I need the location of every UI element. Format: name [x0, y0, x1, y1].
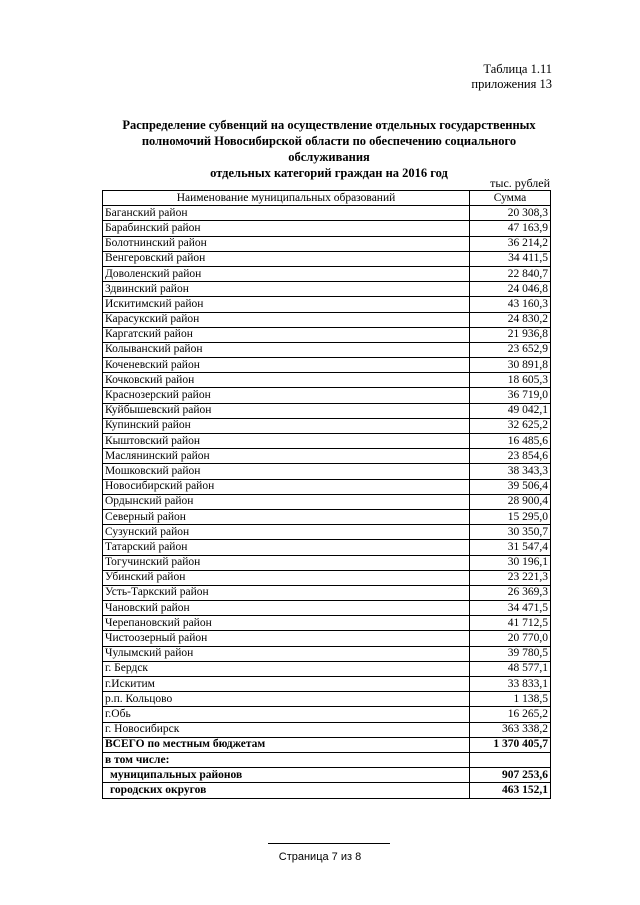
municipality-name: Здвинский район: [103, 282, 470, 297]
municipality-name: Тогучинский район: [103, 555, 470, 570]
municipality-name: Татарский район: [103, 540, 470, 555]
municipality-name: р.п. Кольцово: [103, 692, 470, 707]
municipality-name: Карасукский район: [103, 312, 470, 327]
column-header-name: Наименование муниципальных образований: [103, 191, 470, 206]
including-row: [103, 752, 551, 767]
table-row: [103, 631, 551, 646]
table-row: [103, 646, 551, 661]
municipality-name: Куйбышевский район: [103, 403, 470, 418]
municipality-name: муниципальных районов: [103, 768, 470, 783]
municipality-name: г. Новосибирск: [103, 722, 470, 737]
table-row: [103, 449, 551, 464]
municipality-name: Коченевский район: [103, 358, 470, 373]
municipality-name: Черепановский район: [103, 616, 470, 631]
subvention-table: [102, 190, 551, 799]
municipality-name: Купинский район: [103, 418, 470, 433]
table-row: [103, 707, 551, 722]
amount-cell: 47 163,9: [470, 221, 551, 236]
amount-cell: 30 891,8: [470, 358, 551, 373]
table-row: [103, 221, 551, 236]
amount-cell: 39 780,5: [470, 646, 551, 661]
amount-cell: 20 308,3: [470, 206, 551, 221]
municipality-name: Убинский район: [103, 570, 470, 585]
municipality-name: ВСЕГО по местным бюджетам: [103, 737, 470, 752]
amount-cell: 34 411,5: [470, 251, 551, 266]
table-row: [103, 206, 551, 221]
amount-cell: 16 265,2: [470, 707, 551, 722]
amount-cell: 907 253,6: [470, 768, 551, 783]
amount-cell: 33 833,1: [470, 677, 551, 692]
municipality-name: Маслянинский район: [103, 449, 470, 464]
municipality-name: г.Обь: [103, 707, 470, 722]
amount-cell: 43 160,3: [470, 297, 551, 312]
municipality-name: Кыштовский район: [103, 434, 470, 449]
page-number: Страница 7 из 8: [278, 851, 362, 863]
table-row: [103, 494, 551, 509]
amount-cell: 22 840,7: [470, 266, 551, 281]
amount-cell: 1 370 405,7: [470, 737, 551, 752]
amount-cell: 41 712,5: [470, 616, 551, 631]
amount-cell: [470, 752, 551, 767]
table-row: [103, 327, 551, 342]
amount-cell: 30 350,7: [470, 525, 551, 540]
footer-divider: [268, 843, 390, 844]
amount-cell: 20 770,0: [470, 631, 551, 646]
title-line-1: Распределение субвенций на осуществление отдельных государственных: [122, 118, 536, 132]
table-row: [103, 555, 551, 570]
amount-cell: 24 046,8: [470, 282, 551, 297]
table-row: [103, 540, 551, 555]
units-label: тыс. рублей: [490, 176, 550, 190]
table-header-row: [103, 191, 551, 206]
amount-cell: 363 338,2: [470, 722, 551, 737]
table-row: [103, 570, 551, 585]
amount-cell: 1 138,5: [470, 692, 551, 707]
municipality-name: Колыванский район: [103, 342, 470, 357]
table-row: [103, 525, 551, 540]
amount-cell: 49 042,1: [470, 403, 551, 418]
table-number: Таблица 1.11: [483, 62, 552, 76]
table-row: [103, 388, 551, 403]
municipality-name: Доволенский район: [103, 266, 470, 281]
municipality-name: Искитимский район: [103, 297, 470, 312]
subtotal-row: [103, 783, 551, 798]
amount-cell: 15 295,0: [470, 509, 551, 524]
table-row: [103, 434, 551, 449]
amount-cell: 23 652,9: [470, 342, 551, 357]
municipality-name: Чулымский район: [103, 646, 470, 661]
table-row: [103, 585, 551, 600]
amount-cell: 30 196,1: [470, 555, 551, 570]
amount-cell: 36 214,2: [470, 236, 551, 251]
municipality-name: Северный район: [103, 509, 470, 524]
table-row: [103, 312, 551, 327]
total-row: [103, 737, 551, 752]
subtotal-row: [103, 768, 551, 783]
table-row: [103, 418, 551, 433]
table-row: [103, 616, 551, 631]
table-row: [103, 661, 551, 676]
title-line-3: отдельных категорий граждан на 2016 год: [210, 166, 448, 180]
table-row: [103, 677, 551, 692]
municipality-name: Кочковский район: [103, 373, 470, 388]
table-row: [103, 236, 551, 251]
table-row: [103, 722, 551, 737]
table-row: [103, 342, 551, 357]
table-row: [103, 358, 551, 373]
table-reference: [471, 62, 552, 92]
table-row: [103, 373, 551, 388]
table-row: [103, 692, 551, 707]
municipality-name: в том числе:: [103, 752, 470, 767]
municipality-name: Усть-Таркский район: [103, 585, 470, 600]
municipality-name: Краснозерский район: [103, 388, 470, 403]
amount-cell: 39 506,4: [470, 479, 551, 494]
amount-cell: 16 485,6: [470, 434, 551, 449]
municipality-name: Сузунский район: [103, 525, 470, 540]
document-title: [100, 117, 558, 181]
table-row: [103, 403, 551, 418]
municipality-name: Барабинский район: [103, 221, 470, 236]
municipality-name: Баганский район: [103, 206, 470, 221]
municipality-name: городских округов: [103, 783, 470, 798]
municipality-name: г.Искитим: [103, 677, 470, 692]
amount-cell: 34 471,5: [470, 601, 551, 616]
amount-cell: 26 369,3: [470, 585, 551, 600]
amount-cell: 24 830,2: [470, 312, 551, 327]
municipality-name: Чистоозерный район: [103, 631, 470, 646]
amount-cell: 28 900,4: [470, 494, 551, 509]
municipality-name: Каргатский район: [103, 327, 470, 342]
amount-cell: 31 547,4: [470, 540, 551, 555]
amount-cell: 48 577,1: [470, 661, 551, 676]
table-row: [103, 509, 551, 524]
table-row: [103, 266, 551, 281]
column-header-sum: Сумма: [470, 191, 551, 206]
table-row: [103, 251, 551, 266]
amount-cell: 38 343,3: [470, 464, 551, 479]
municipality-name: Мошковский район: [103, 464, 470, 479]
amount-cell: 463 152,1: [470, 783, 551, 798]
appendix-reference: приложения 13: [471, 77, 552, 91]
municipality-name: г. Бердск: [103, 661, 470, 676]
amount-cell: 21 936,8: [470, 327, 551, 342]
amount-cell: 18 605,3: [470, 373, 551, 388]
amount-cell: 23 221,3: [470, 570, 551, 585]
municipality-name: Чановский район: [103, 601, 470, 616]
amount-cell: 23 854,6: [470, 449, 551, 464]
municipality-name: Новосибирский район: [103, 479, 470, 494]
municipality-name: Венгеровский район: [103, 251, 470, 266]
table-row: [103, 601, 551, 616]
municipality-name: Болотнинский район: [103, 236, 470, 251]
amount-cell: 32 625,2: [470, 418, 551, 433]
amount-cell: 36 719,0: [470, 388, 551, 403]
table-row: [103, 479, 551, 494]
title-line-2: полномочий Новосибирской области по обеспечению социального обслуживания: [141, 134, 517, 164]
table-row: [103, 464, 551, 479]
municipality-name: Ордынский район: [103, 494, 470, 509]
table-row: [103, 282, 551, 297]
table-row: [103, 297, 551, 312]
